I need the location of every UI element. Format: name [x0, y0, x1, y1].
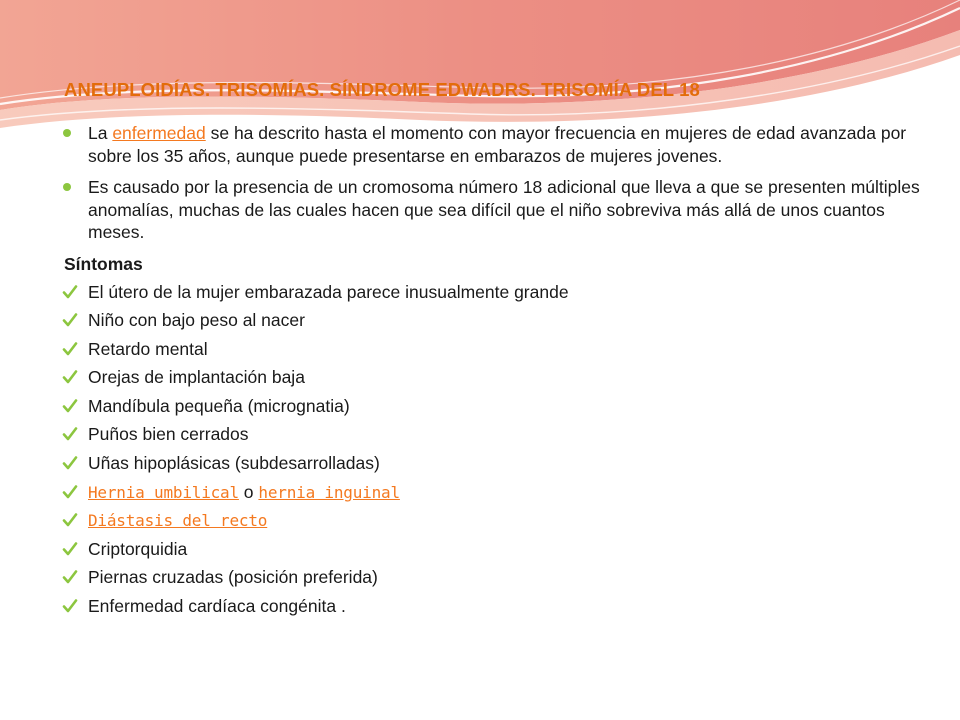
symptom-text: Criptorquidia	[88, 538, 188, 559]
link-hernia-umbilical[interactable]: Hernia umbilical	[88, 482, 239, 502]
checkmark-icon	[62, 312, 78, 328]
paragraph-1-text-before: La	[88, 123, 113, 143]
bullet-dot-icon	[63, 183, 71, 191]
link-diastasis-del-recto[interactable]: Diástasis del recto	[88, 511, 268, 531]
checkmark-icon	[62, 541, 78, 557]
link-enfermedad[interactable]: enfermedad	[112, 123, 206, 143]
symptom-item	[60, 363, 920, 392]
symptom-item	[60, 306, 920, 335]
symptoms-heading: Síntomas	[64, 253, 143, 274]
symptom-item	[60, 563, 920, 592]
symptom-item	[60, 278, 920, 307]
symptom-item	[60, 335, 920, 364]
symptom-text: Puños bien cerrados	[88, 424, 249, 445]
symptom-item	[60, 535, 920, 564]
symptom-text: Uñas hipoplásicas (subdesarrolladas)	[88, 453, 380, 474]
symptoms-list	[60, 278, 920, 621]
slide-content	[60, 122, 920, 621]
paragraph-1	[60, 122, 920, 167]
paragraph-2-text: Es causado por la presencia de un cromosoma número 18 adicional que lleva a que se presenten múltiples anomalías, muchas de las cuales hacen que sea difícil que el niño sobreviva más allá de unos cuantos meses.	[88, 177, 920, 242]
checkmark-icon	[62, 369, 78, 385]
symptom-text: Niño con bajo peso al nacer	[88, 310, 305, 331]
paragraph-1-text-after: se ha descrito hasta el momento con mayor frecuencia en mujeres de edad avanzada por sobre los 35 años, aunque puede presentarse en embarazos de mujeres jovenes.	[88, 123, 907, 166]
symptom-item	[60, 506, 920, 535]
checkmark-icon	[62, 455, 78, 471]
symptom-text: Piernas cruzadas (posición preferida)	[88, 567, 378, 588]
link-hernia-inguinal[interactable]: hernia inguinal	[258, 482, 400, 502]
symptom-item	[60, 592, 920, 621]
checkmark-icon	[62, 598, 78, 614]
checkmark-icon	[62, 398, 78, 414]
symptom-text: Enfermedad cardíaca congénita .	[88, 596, 346, 617]
slide-title: ANEUPLOIDÍAS. TRISOMÍAS. SÍNDROME EDWADRS. TRISOMÍA DEL 18	[64, 79, 700, 100]
symptom-item	[60, 420, 920, 449]
checkmark-icon	[62, 341, 78, 357]
checkmark-icon	[62, 569, 78, 585]
symptom-item	[60, 392, 920, 421]
symptom-connector-text: o	[238, 481, 259, 502]
bullet-dot-icon	[63, 129, 71, 137]
symptom-text: Mandíbula pequeña (micrognatia)	[88, 395, 350, 416]
symptom-text: Retardo mental	[88, 338, 208, 359]
symptom-item	[60, 478, 920, 507]
symptom-item	[60, 449, 920, 478]
symptom-text: Orejas de implantación baja	[88, 367, 305, 388]
checkmark-icon	[62, 426, 78, 442]
checkmark-icon	[62, 512, 78, 528]
checkmark-icon	[62, 284, 78, 300]
paragraph-2	[60, 176, 920, 244]
decorative-banner	[0, 0, 960, 140]
symptom-text: El útero de la mujer embarazada parece inusualmente grande	[88, 281, 569, 302]
checkmark-icon	[62, 484, 78, 500]
